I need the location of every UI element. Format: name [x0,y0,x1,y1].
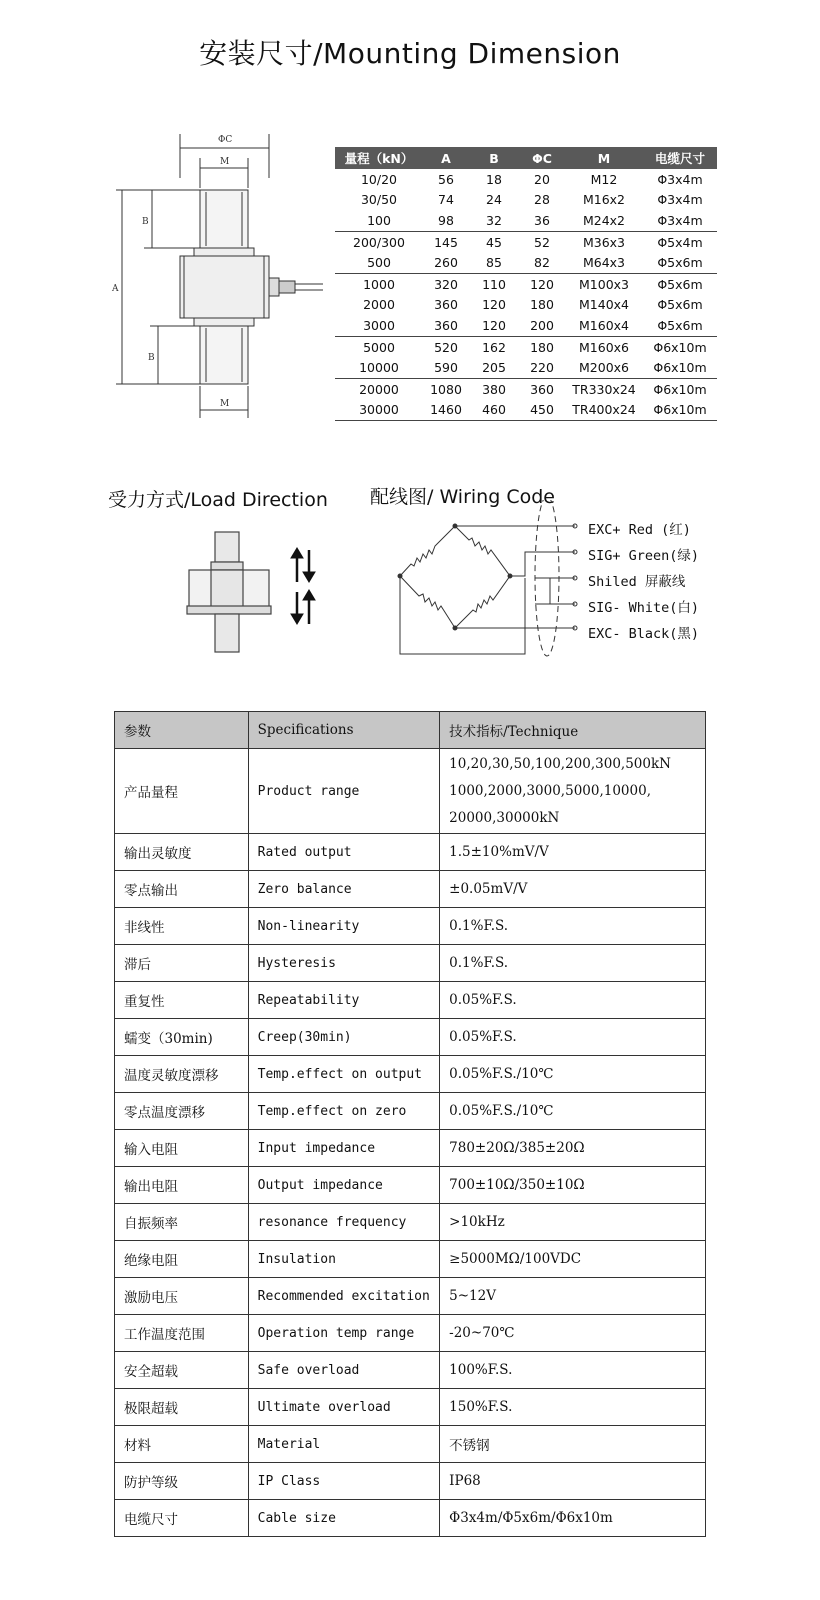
spec-param: 输入电阻 [115,1130,249,1167]
dim-cell: 1000 [335,273,423,294]
mounting-drawing [100,128,335,428]
spec-param: 极限超载 [115,1389,249,1426]
dim-cell: M64x3 [582,255,626,271]
spec-value: 700±10Ω/350±10Ω [440,1167,706,1204]
page-title: 安装尺寸/Mounting Dimension [199,37,621,70]
dim-cell: M200x6 [579,360,629,376]
dim-cell: M16x2 [582,192,626,208]
dim-cell: Φ6x10m [643,378,717,399]
dim-cell: 220 [530,360,554,376]
dim-cell: M100x3 [565,273,643,294]
wire-exc-minus: EXC- Black(黑) [588,626,700,642]
table-row [115,908,706,945]
dim-cell: Φ6x10m [653,360,707,376]
dim-cell: 200/300 [335,231,423,252]
dim-cell: TR400x24 [565,400,643,421]
dim-cell: M160x6 [565,336,643,357]
spec-name: Output impedance [248,1167,440,1204]
dim-cell: 360 [519,378,565,399]
dim-header: M [565,147,643,169]
dim-cell: 98 [438,212,454,228]
spec-value: Φ3x4m/Φ5x6m/Φ6x10m [440,1500,706,1537]
dim-cell: 500 [367,255,391,271]
spec-value: 780±20Ω/385±20Ω [440,1130,706,1167]
table-row [115,871,706,908]
spec-value: 不锈钢 [440,1426,706,1463]
spec-header: 技术指标/Technique [440,712,706,749]
dim-cell: 10000 [359,360,399,376]
dim-cell: 1080 [423,378,469,399]
table-row [335,210,717,231]
dim-cell: 100 [367,212,391,228]
wire-exc-plus: EXC+ Red (红) [588,522,691,538]
table-row [335,315,717,336]
spec-table [114,711,706,1537]
dim-cell: Φ6x10m [643,336,717,357]
label-m-top: M [220,157,230,167]
dim-cell: 205 [482,360,506,376]
dim-cell: 20 [534,171,550,187]
dim-cell: M160x4 [579,317,629,333]
table-row [115,1500,706,1537]
dim-cell: M36x3 [565,231,643,252]
spec-param: 工作温度范围 [115,1315,249,1352]
spec-param: 安全超载 [115,1352,249,1389]
table-row [115,1241,706,1278]
table-row [335,400,717,421]
dim-cell: 590 [434,360,458,376]
spec-name: Operation temp range [248,1315,440,1352]
spec-name: IP Class [248,1463,440,1500]
spec-param: 非线性 [115,908,249,945]
dim-cell: 360 [434,317,458,333]
dim-cell: 520 [423,336,469,357]
spec-value: ±0.05mV/V [440,871,706,908]
wire-shield: Shiled 屏蔽线 [588,574,686,590]
spec-param: 材料 [115,1426,249,1463]
dim-header: 量程（kN） [335,147,423,169]
spec-param: 输出灵敏度 [115,834,249,871]
dim-cell: 10/20 [360,171,398,187]
table-row [335,295,717,316]
spec-name: resonance frequency [248,1204,440,1241]
spec-header: Specifications [248,712,440,749]
table-row [115,945,706,982]
spec-value: 5~12V [440,1278,706,1315]
spec-param: 绝缘电阻 [115,1241,249,1278]
table-row [115,1056,706,1093]
wire-sig-plus: SIG+ Green(绿) [588,548,700,564]
spec-value: 0.05%F.S. [440,1019,706,1056]
spec-param: 产品量程 [115,749,249,834]
spec-value: 100%F.S. [440,1352,706,1389]
dim-cell: Φ5x6m [657,317,703,333]
spec-value: 0.05%F.S./10℃ [440,1056,706,1093]
label-phi-c: ΦC [218,135,233,145]
dim-cell: 145 [423,231,469,252]
spec-value: 150%F.S. [440,1389,706,1426]
dim-cell: M140x4 [579,297,629,313]
spec-value: 1.5±10%mV/V [440,834,706,871]
dim-cell: 120 [482,297,506,313]
spec-name: Cable size [248,1500,440,1537]
spec-name: Safe overload [248,1352,440,1389]
dim-cell: M12 [590,171,618,187]
dim-cell: 162 [469,336,519,357]
table-row [115,1130,706,1167]
spec-name: Zero balance [248,871,440,908]
table-row [115,749,706,834]
dim-cell: 82 [534,255,550,271]
table-row [335,252,717,273]
dim-header: A [423,147,469,169]
dim-cell: Φ6x10m [643,400,717,421]
label-b-top: B [142,217,149,227]
dim-cell: 1460 [423,400,469,421]
spec-name: Hysteresis [248,945,440,982]
table-row [335,336,717,357]
spec-param: 电缆尺寸 [115,1500,249,1537]
dim-cell: Φ5x6m [657,255,703,271]
dim-cell: 20000 [335,378,423,399]
spec-name: Creep(30min) [248,1019,440,1056]
dim-cell: 74 [438,192,454,208]
table-row [335,190,717,211]
spec-param: 激励电压 [115,1278,249,1315]
spec-value [440,749,706,834]
spec-name: Material [248,1426,440,1463]
table-row [115,1315,706,1352]
spec-name: Temp.effect on zero [248,1093,440,1130]
spec-param: 滞后 [115,945,249,982]
dim-cell: 200 [530,317,554,333]
dim-cell: 45 [469,231,519,252]
spec-value: >10kHz [440,1204,706,1241]
dim-cell: Φ5x6m [643,273,717,294]
table-row [335,378,717,399]
dim-cell: Φ5x4m [643,231,717,252]
spec-name: Input impedance [248,1130,440,1167]
dim-cell: 24 [486,192,502,208]
table-row [115,1019,706,1056]
spec-name: Non-linearity [248,908,440,945]
spec-param: 重复性 [115,982,249,1019]
dim-cell: 30000 [335,400,423,421]
dim-cell: Φ5x6m [657,297,703,313]
table-row [335,169,717,190]
label-b-bottom: B [148,353,155,363]
spec-param: 蠕变（30min) [115,1019,249,1056]
dim-cell: 360 [434,297,458,313]
spec-name: Temp.effect on output [248,1056,440,1093]
dim-cell: 120 [519,273,565,294]
table-row [115,1204,706,1241]
label-a: A [112,284,119,294]
spec-name: Rated output [248,834,440,871]
dim-cell: 180 [519,336,565,357]
spec-value: 0.1%F.S. [440,945,706,982]
table-row [115,1167,706,1204]
table-row [115,834,706,871]
spec-param: 防护等级 [115,1463,249,1500]
spec-value: 0.05%F.S./10℃ [440,1093,706,1130]
load-direction-drawing [185,530,335,670]
table-row [115,982,706,1019]
table-row [115,1426,706,1463]
spec-value: ≥5000MΩ/100VDC [440,1241,706,1278]
dim-cell: Φ3x4m [657,192,703,208]
dimension-table [335,147,717,421]
table-row [115,1352,706,1389]
dim-cell: 36 [534,212,550,228]
dim-header: 电缆尺寸 [643,147,717,169]
dim-cell: 380 [469,378,519,399]
spec-value: 0.05%F.S. [440,982,706,1019]
label-m-bottom: M [220,399,230,409]
spec-name: Recommended excitation [248,1278,440,1315]
spec-param: 输出电阻 [115,1167,249,1204]
dim-cell: 120 [482,317,506,333]
dim-cell: 320 [423,273,469,294]
dim-cell: TR330x24 [565,378,643,399]
table-row [335,231,717,252]
dim-cell: 52 [519,231,565,252]
spec-name: Repeatability [248,982,440,1019]
dim-cell: 32 [486,212,502,228]
spec-param: 零点输出 [115,871,249,908]
range-line: 10,20,30,50,100,200,300,500kN [449,755,671,772]
spec-value: -20~70℃ [440,1315,706,1352]
wiring-title: 配线图/ Wiring Code [370,486,555,508]
dim-cell: 5000 [335,336,423,357]
wiring-diagram [395,500,595,660]
dim-cell: 2000 [363,297,395,313]
spec-param: 自振频率 [115,1204,249,1241]
spec-header: 参数 [115,712,249,749]
spec-name: Insulation [248,1241,440,1278]
dim-cell: 30/50 [360,192,398,208]
dim-cell: M24x2 [582,212,626,228]
table-row [335,357,717,378]
dim-cell: 85 [486,255,502,271]
spec-value: IP68 [440,1463,706,1500]
spec-param: 温度灵敏度漂移 [115,1056,249,1093]
spec-name: Ultimate overload [248,1389,440,1426]
dim-cell: 180 [530,297,554,313]
table-row [335,273,717,294]
dim-cell: 460 [469,400,519,421]
table-row [115,1389,706,1426]
dim-cell: 110 [469,273,519,294]
range-line: 20000,30000kN [449,809,560,826]
dim-cell: 260 [434,255,458,271]
dim-cell: 18 [486,171,502,187]
dim-header: ΦC [519,147,565,169]
table-row [115,1093,706,1130]
dim-cell: 28 [534,192,550,208]
dim-header: B [469,147,519,169]
dim-cell: 3000 [363,317,395,333]
wire-sig-minus: SIG- White(白) [588,600,700,616]
dim-cell: Φ3x4m [657,212,703,228]
dim-cell: 450 [519,400,565,421]
range-line: 1000,2000,3000,5000,10000, [449,782,651,799]
load-direction-title: 受力方式/Load Direction [108,489,328,511]
dim-cell: Φ3x4m [657,171,703,187]
spec-value: 0.1%F.S. [440,908,706,945]
dim-cell: 56 [438,171,454,187]
table-row [115,1278,706,1315]
table-row [115,1463,706,1500]
spec-param: 零点温度漂移 [115,1093,249,1130]
spec-name: Product range [248,749,440,834]
